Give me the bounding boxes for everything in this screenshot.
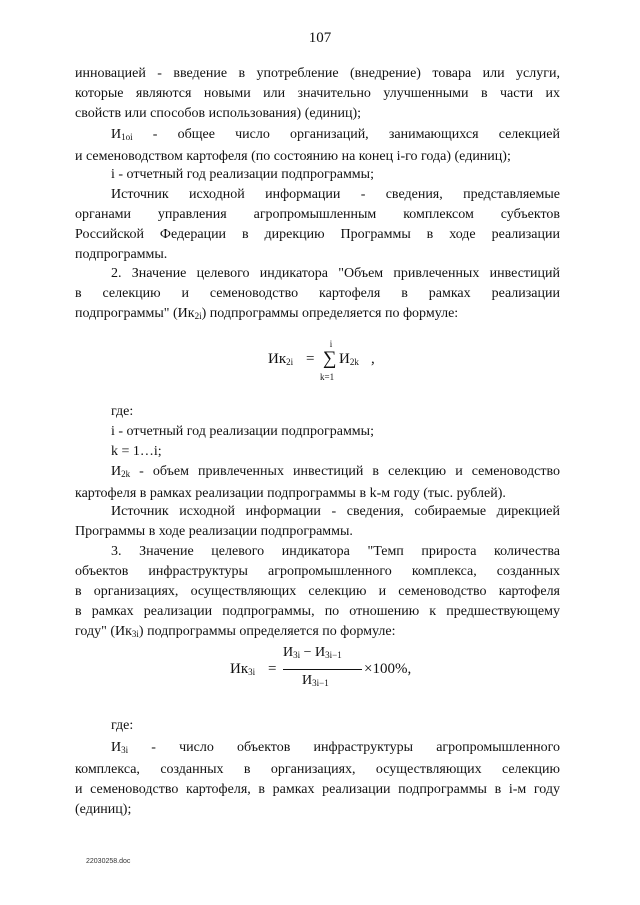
sum-symbol: ∑	[323, 348, 337, 369]
text-line: i - отчетный год реализации подпрограммы;	[111, 167, 374, 182]
fraction-denominator: $И_{3i-1}$	[302, 673, 329, 688]
text-line: органами управления агропромышленным комплексом субъектов	[75, 207, 560, 222]
fraction-bar	[283, 669, 362, 670]
text-line: подпрограммы" $(Ик_{2i})$ подпрограммы определяется по формуле:	[75, 306, 459, 321]
text-line: подпрограммы.	[75, 247, 168, 262]
paragraph-i2k-definition	[75, 462, 560, 504]
text-line: Российской Федерации в дирекцию Программы в ходе реализации	[75, 227, 560, 242]
sum-lower-limit: k=1	[320, 372, 335, 382]
text-line: где:	[111, 718, 134, 733]
variable-symbol: $И_{1oi}$	[111, 127, 133, 142]
text-line: и семеноводство картофеля, в рамках реализации подпрограммы в i-м году	[75, 782, 560, 797]
text-line: Источник исходной информации - сведения, представляемые	[111, 187, 560, 202]
text-line: комплекса, созданных в организациях, осуществляющих селекцию	[75, 762, 560, 777]
text-line: 3. Значение целевого индикатора "Темп прироста количества	[111, 544, 560, 559]
text-line: в организациях, осуществляющих селекцию и семеноводство картофеля	[75, 584, 560, 599]
paragraph-k-range	[75, 442, 560, 462]
paragraph-data-source-2	[75, 502, 560, 542]
document-code: 22030258.doc	[86, 858, 131, 865]
paragraph-data-source-1	[75, 185, 560, 265]
text-line: 2. Значение целевого индикатора "Объем привлеченных инвестиций	[111, 266, 560, 281]
text-line: объектов инфраструктуры агропромышленного комплекса, созданных	[75, 564, 560, 579]
text-line: i - отчетный год реализации подпрограммы;	[111, 424, 374, 439]
paragraph-indicator-3	[75, 542, 560, 644]
text-line: свойств или способов использования) (единиц);	[75, 106, 362, 121]
page-number: 107	[308, 30, 332, 46]
text-line: которые являются новыми или значительно улучшенными в части их	[75, 86, 560, 101]
paragraph-innovation-definition	[75, 64, 560, 124]
text-line: и семеноводством картофеля (по состоянию на конец i-го года) (единиц);	[75, 149, 511, 164]
paragraph-indicator-2	[75, 264, 560, 326]
formula-comma: ,	[371, 351, 375, 367]
sum-upper-limit: i	[329, 339, 333, 349]
formula-ik2i	[268, 339, 408, 384]
text-line: $И_{2k}$ - объем привлеченных инвестиций в селекцию и семеноводство	[111, 464, 560, 479]
text-line: картофеля в рамках реализации подпрограммы в k-м году (тыс. рублей).	[75, 486, 506, 501]
paragraph-i3i-definition	[75, 738, 560, 820]
formula-ik3i	[230, 645, 430, 695]
variable-symbol: $И_{2k}$	[111, 464, 131, 479]
text-line: в рамках реализации подпрограммы, по отношению к предшествующему	[75, 604, 560, 619]
text-line: Источник исходной информации - сведения, собираемые дирекцией	[111, 504, 560, 519]
text-line: в селекцию и семеноводство картофеля в рамках реализации	[75, 286, 560, 301]
formula-lhs: $Ик_{3i}$	[230, 661, 256, 677]
variable-symbol: $И_{3i}$	[111, 740, 129, 755]
paragraph-where-2	[75, 716, 560, 736]
formula-multiplier: ×100%,	[364, 661, 412, 677]
paragraph-reporting-year-2	[75, 422, 560, 442]
formula-term: $И_{2k}$	[339, 351, 359, 367]
paragraph-i1oi-definition	[75, 125, 560, 167]
text-line: инновацией - введение в употребление (внедрение) товара или услуги,	[75, 66, 560, 81]
text-line: k = 1…i;	[111, 444, 162, 459]
fraction-numerator: $И_{3i} - И_{3i-1}$	[283, 645, 342, 660]
text-line: году" $(Ик_{3i})$ подпрограммы определяется по формуле:	[75, 624, 396, 639]
text-line: $И_{3i}$ - число объектов инфраструктуры агропромышленного	[111, 740, 560, 755]
text-line: $И_{1oi}$ - общее число организаций, занимающихся селекцией	[111, 127, 560, 142]
text-line: (единиц);	[75, 802, 132, 817]
formula-lhs: $Ик_{2i}$	[268, 351, 294, 367]
paragraph-where-1	[75, 402, 560, 422]
formula-equals: =	[306, 351, 315, 367]
formula-equals: =	[268, 661, 277, 677]
text-line: Программы в ходе реализации подпрограммы.	[75, 524, 353, 539]
text-line: где:	[111, 404, 134, 419]
paragraph-reporting-year	[75, 165, 560, 185]
